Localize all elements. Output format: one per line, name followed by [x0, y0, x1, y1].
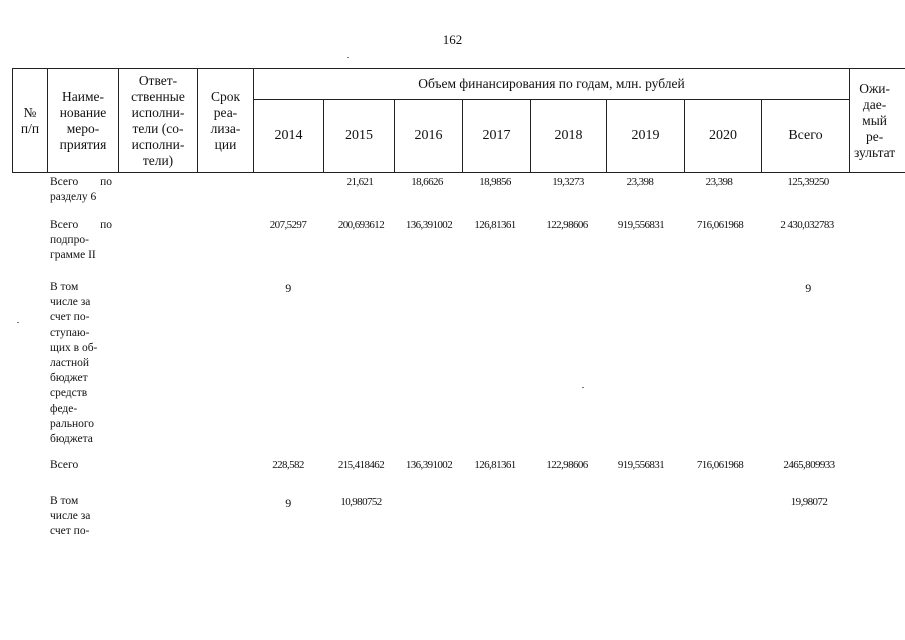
- row-label: Всего: [50, 459, 79, 471]
- scan-speck: [17, 322, 19, 323]
- cell-value: 136,391002: [405, 219, 453, 231]
- cell-value: 215,418462: [337, 459, 385, 471]
- cell-value: 9: [285, 281, 291, 295]
- header-year-2016: 2016: [414, 128, 443, 143]
- row-label: В том числе за счет по-: [50, 495, 91, 538]
- header-year-2014: 2014: [274, 128, 303, 143]
- cell-value: 23,398: [626, 176, 654, 188]
- header-total: Всего: [788, 128, 823, 143]
- cell-value: 21,621: [346, 176, 374, 188]
- cell-value: 716,061968: [696, 459, 744, 471]
- header-year-2015: 2015: [345, 128, 373, 143]
- cell-value: 919,556831: [617, 459, 665, 471]
- cell-value: 126,81361: [474, 459, 516, 471]
- header-result: Ожи- дае- мый ре- зультат: [854, 80, 896, 160]
- cell-value: 122,98606: [546, 219, 588, 231]
- cell-value: 23,398: [705, 176, 733, 188]
- row-label: Всего по подпро- грамме II: [50, 219, 112, 262]
- cell-value: 716,061968: [696, 219, 744, 231]
- cell-value: 9: [285, 496, 291, 510]
- cell-value: 19,98072: [790, 496, 828, 508]
- cell-value: 228,582: [272, 459, 304, 471]
- header-executors: Ответ- ственные исполни- тели (со- исполни- тели): [131, 72, 185, 168]
- scan-speck: [347, 57, 349, 58]
- cell-value: 18,6626: [411, 176, 443, 188]
- cell-value: 9: [805, 281, 811, 295]
- header-funding-title: Объем финансирования по годам, млн. рублей: [418, 76, 685, 91]
- cell-value: 919,556831: [617, 219, 665, 231]
- header-bottom-border: [12, 172, 905, 173]
- header-number: № п/п: [20, 104, 40, 136]
- cell-value: 136,391002: [405, 459, 453, 471]
- row-label: Всего по разделу 6: [50, 176, 112, 204]
- header-year-2017: 2017: [482, 128, 511, 143]
- page-number: 162: [442, 32, 463, 47]
- cell-value: 126,81361: [474, 219, 516, 231]
- row-label: В том числе за счет по- ступаю- щих в об- ластной бюджет средств феде- рального бюджета: [50, 281, 98, 446]
- cell-value: 2465,809933: [783, 459, 835, 471]
- cell-value: 10,980752: [340, 496, 382, 508]
- scan-speck: [582, 387, 584, 388]
- table-header: [12, 68, 905, 173]
- cell-value: 207,5297: [269, 219, 307, 231]
- cell-value: 19,3273: [552, 176, 584, 188]
- cell-value: 122,98606: [546, 459, 588, 471]
- header-term: Срок реа- лиза- ции: [210, 88, 241, 152]
- header-year-2019: 2019: [631, 128, 660, 143]
- cell-value: 18,9856: [479, 176, 511, 188]
- header-name: Наиме- нование меро- приятия: [59, 88, 107, 152]
- cell-value: 2 430,032783: [780, 219, 834, 231]
- cell-value: 200,693612: [337, 219, 385, 231]
- header-year-2020: 2020: [709, 128, 737, 143]
- header-year-2018: 2018: [554, 128, 583, 143]
- cell-value: 125,39250: [787, 176, 829, 188]
